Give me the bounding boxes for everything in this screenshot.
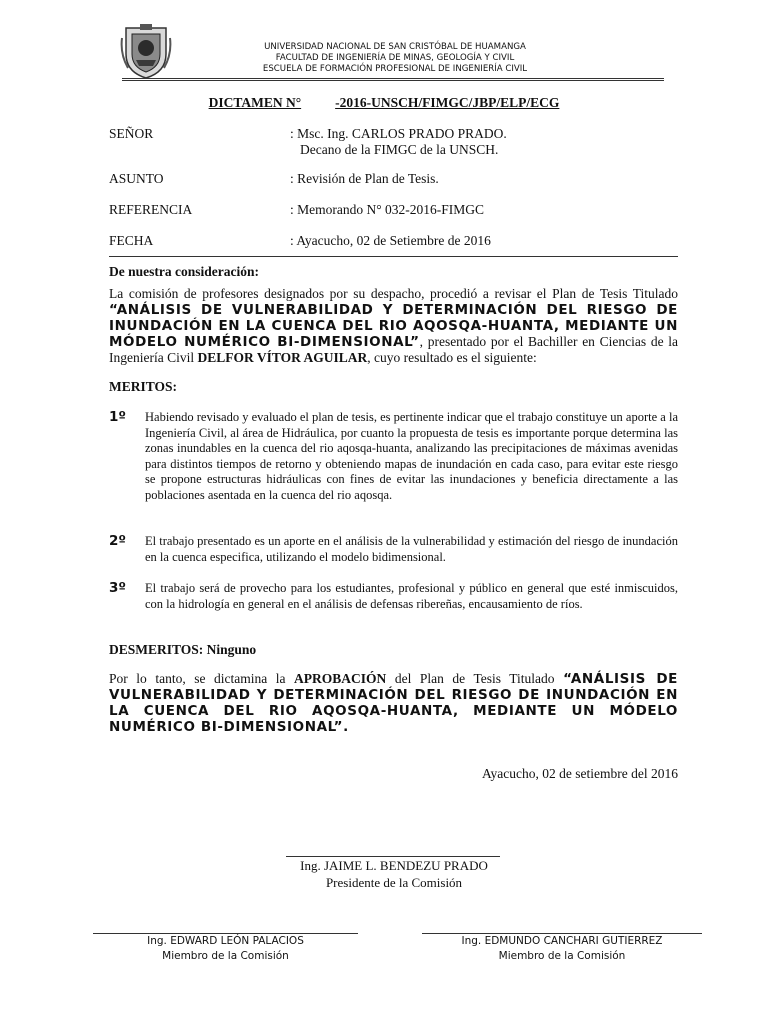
conclusion-thesis-title: “ANÁLISIS DE VULNERABILIDAD Y DETERMINACIÓN DEL RIESGO DE INUNDACIÓN EN LA CUENCA DEL RIO AQOSQA-HUANTA, MEDIANTE UN MÓDELO NUMÉRICO BI-DIMENSIONAL”. [109, 671, 679, 735]
university-seal [120, 24, 172, 80]
intro-paragraph [109, 286, 678, 366]
fecha-value: : Ayacucho, 02 de Setiembre de 2016 [290, 233, 491, 248]
meritos-heading: MERITOS: [109, 379, 178, 394]
faculty-name: FACULTAD DE INGENIERÍA DE MINAS, GEOLOGÍA Y CIVIL [275, 53, 515, 63]
member2-role: Miembro de la Comisión [498, 950, 626, 962]
intro-text-3: , cuyo resultado es el siguiente: [367, 350, 537, 365]
conclusion-text-2: del Plan de Tesis Titulado [386, 671, 564, 686]
senor-label: SEÑOR [109, 126, 154, 141]
header-divider [122, 78, 664, 79]
intro-text-2: , presentado por el Bachiller en Ciencias de la Ingeniería Civil [109, 334, 679, 365]
date-line: Ayacucho, 02 de setiembre del 2016 [482, 766, 678, 781]
approval-word: APROBACIÓN [294, 671, 387, 686]
header-divider-2 [122, 80, 664, 81]
greeting: De nuestra consideración: [109, 264, 259, 279]
conclusion-text-1: Por lo tanto, se dictamina la [109, 671, 295, 686]
president-name: Ing. JAIME L. BENDEZU PRADO [300, 858, 488, 873]
merit-2-number: 2º [109, 533, 127, 549]
merit-2-text: El trabajo presentado es un aporte en el análisis de la vulnerabilidad y estimación del riesgo de inundación en la cuenca especifica, utilizando el modelo bidimensional. [145, 534, 678, 564]
intro-text-1: La comisión de profesores designados por su despacho, procedió a revisar el Plan de Tesis Titulado [109, 286, 678, 301]
member2-name: Ing. EDMUNDO CANCHARI GUTIERREZ [461, 935, 663, 947]
member1-name: Ing. EDWARD LEÓN PALACIOS [147, 935, 304, 947]
referencia-label: REFERENCIA [109, 202, 193, 217]
title-code: -2016-UNSCH/FIMGC/JBP/ELP/ECG [335, 95, 560, 110]
merit-1-text: Habiendo revisado y evaluado el plan de tesis, es pertinente indicar que el trabajo constituye un aporte a la Ingeniería Civil, al área de Hidráulica, por cuanto la propuesta de tesis es importante porque determina las zonas inundables en la cuenca del rio aqosqa-huanta, analizando las precipitaciones de máximas avenidas para distintos tiempos de retorno y obteniendo mapas de inundación en cada caso, para evitar este riesgo se propone estructuras hidráulicas con fines de evitar las inundaciones y beneficia directamente a las poblaciones asentada en la cuenca del rio aqosqa. [145, 410, 678, 502]
senor-value: : Msc. Ing. CARLOS PRADO PRADO. [290, 126, 507, 141]
asunto-label: ASUNTO [109, 171, 164, 186]
member1-block [93, 934, 358, 964]
desmeritos-heading: DESMERITOS: Ninguno [109, 642, 257, 657]
student-name: DELFOR VÍTOR AGUILAR [197, 350, 368, 365]
school-name: ESCUELA DE FORMACIÓN PROFESIONAL DE INGENIERÍA CIVIL [262, 64, 528, 74]
president-role: Presidente de la Comisión [325, 875, 463, 890]
president-block [250, 857, 538, 891]
conclusion-paragraph [109, 671, 678, 735]
title-prefix: DICTAMEN N° [208, 95, 302, 110]
senor-value-2: Decano de la FIMGC de la UNSCH. [300, 142, 499, 157]
referencia-value: : Memorando N° 032-2016-FIMGC [290, 202, 485, 217]
thesis-title: “ANÁLISIS DE VULNERABILIDAD Y DETERMINACIÓN DEL RIESGO DE INUNDACIÓN EN LA CUENCA DEL RIO AQOSQA-HUANTA, MEDIANTE UN MÓDELO NUMÉRICO BI-DIMENSIONAL” [109, 302, 678, 350]
merit-3-number: 3º [109, 580, 127, 596]
university-name: UNIVERSIDAD NACIONAL DE SAN CRISTÓBAL DE HUAMANGA [264, 42, 526, 52]
merit-3-text: El trabajo será de provecho para los estudiantes, profesional y público en general que esté inmiscuidos, con la hidrología en general en el análisis de defensas ribereñas, encausamiento de ríos. [145, 581, 678, 611]
member2-block [422, 934, 702, 964]
asunto-value: : Revisión de Plan de Tesis. [290, 171, 439, 186]
document-title [0, 95, 768, 111]
merit-1-number: 1º [109, 409, 127, 425]
member1-role: Miembro de la Comisión [162, 950, 289, 962]
letterhead [190, 42, 600, 75]
fields-divider [109, 256, 678, 257]
fecha-label: FECHA [109, 233, 154, 248]
